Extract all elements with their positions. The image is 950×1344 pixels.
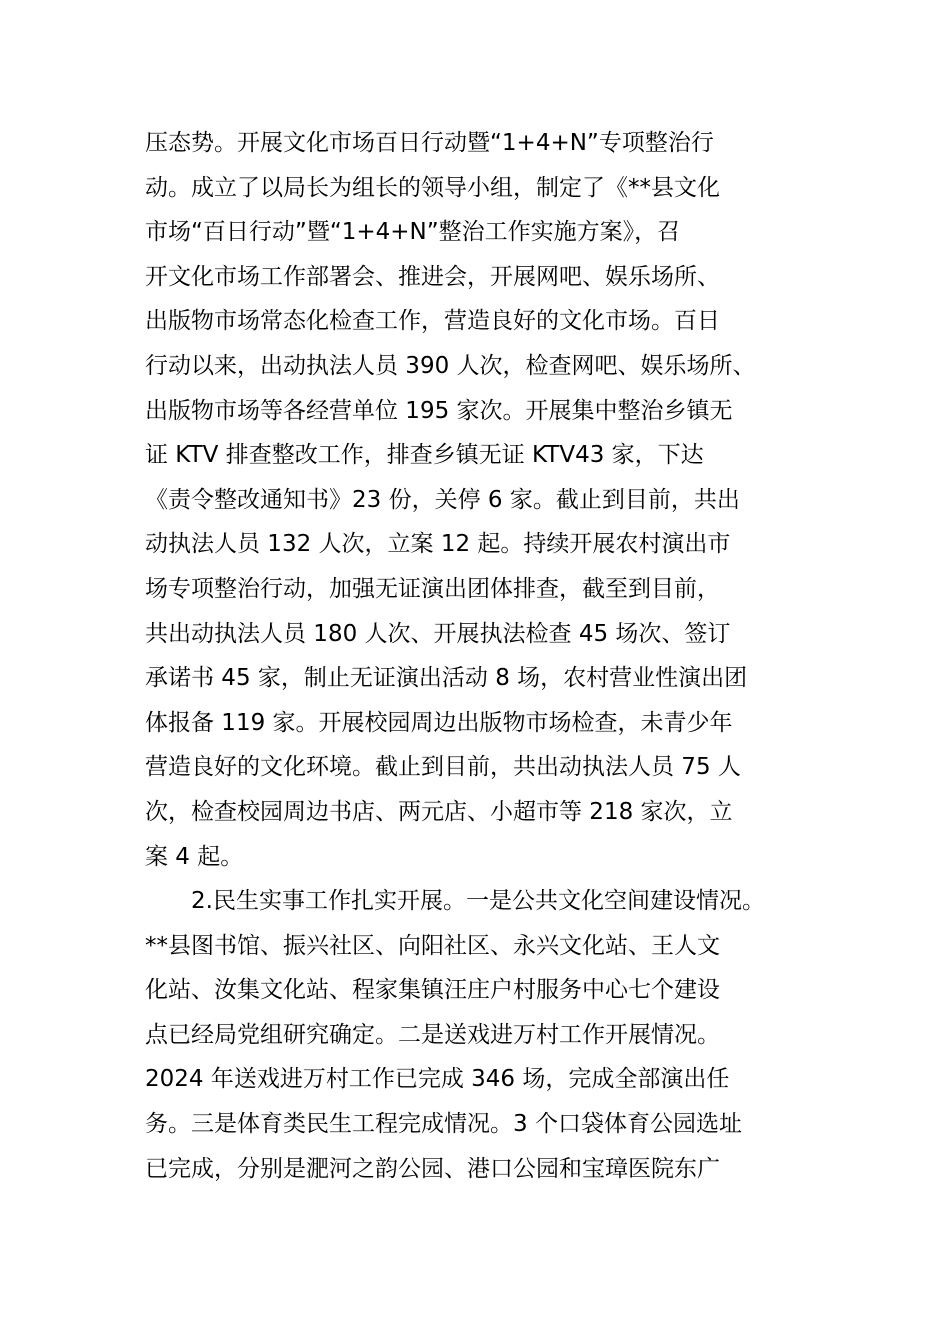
text-line: 务。三是体育类民生工程完成情况。3 个口袋体育公园选址 [145, 1111, 742, 1138]
text-line: 体报备 119 家。开展校园周边出版物市场检查，未青少年 [145, 709, 733, 736]
text-line: 压态势。开展文化市场百日行动暨“1+4+N”专项整治行 [145, 130, 714, 156]
text-line: **县图书馆、振兴社区、向阳社区、永兴文化站、王人文 [145, 932, 720, 959]
text-line: 出版物市场常态化检查工作，营造良好的文化市场。百日 [145, 308, 720, 335]
text-line: 已完成，分别是淝河之韵公园、港口公园和宝璋医院东广 [145, 1155, 720, 1182]
text-line: 证 KTV 排查整改工作，排查乡镇无证 KTV43 家，下达 [145, 442, 704, 469]
text-line: 场专项整治行动，加强无证演出团体排查，截至到目前， [145, 575, 720, 602]
text-line: 《责令整改通知书》23 份，关停 6 家。截止到目前，共出 [145, 486, 740, 513]
text-line: 出版物市场等各经营单位 195 家次。开展集中整治乡镇无 [145, 397, 733, 424]
text-line: 营造良好的文化环境。截止到目前，共出动执法人员 75 人 [145, 754, 741, 781]
text-line: 次，检查校园周边书店、两元店、小超市等 218 家次，立 [145, 798, 733, 825]
paragraph-start-line: 2.民生实事工作扎实开展。一是公共文化空间建设情况。 [191, 888, 765, 915]
text-line: 承诺书 45 家，制止无证演出活动 8 场，农村营业性演出团 [145, 665, 748, 692]
text-line: 案 4 起。 [145, 843, 244, 870]
text-line: 共出动执法人员 180 人次、开展执法检查 45 场次、签订 [145, 620, 731, 647]
text-line: 点已经局党组研究确定。二是送戏进万村工作开展情况。 [145, 1021, 720, 1048]
text-line: 开文化市场工作部署会、推进会，开展网吧、娱乐场所、 [145, 263, 720, 290]
text-line: 动。成立了以局长为组长的领导小组，制定了《**县文化 [145, 174, 720, 201]
text-line: 市场“百日行动”暨“1+4+N”整治工作实施方案》，召 [145, 219, 681, 246]
text-line: 行动以来，出动执法人员 390 人次，检查网吧、娱乐场所、 [145, 352, 756, 379]
text-line: 动执法人员 132 人次，立案 12 起。持续开展农村演出市 [145, 531, 731, 558]
text-line: 化站、汝集文化站、程家集镇汪庄户村服务中心七个建设 [145, 977, 720, 1004]
text-line: 2024 年送戏进万村工作已完成 346 场，完成全部演出任 [145, 1066, 730, 1093]
document-body [145, 121, 835, 1191]
